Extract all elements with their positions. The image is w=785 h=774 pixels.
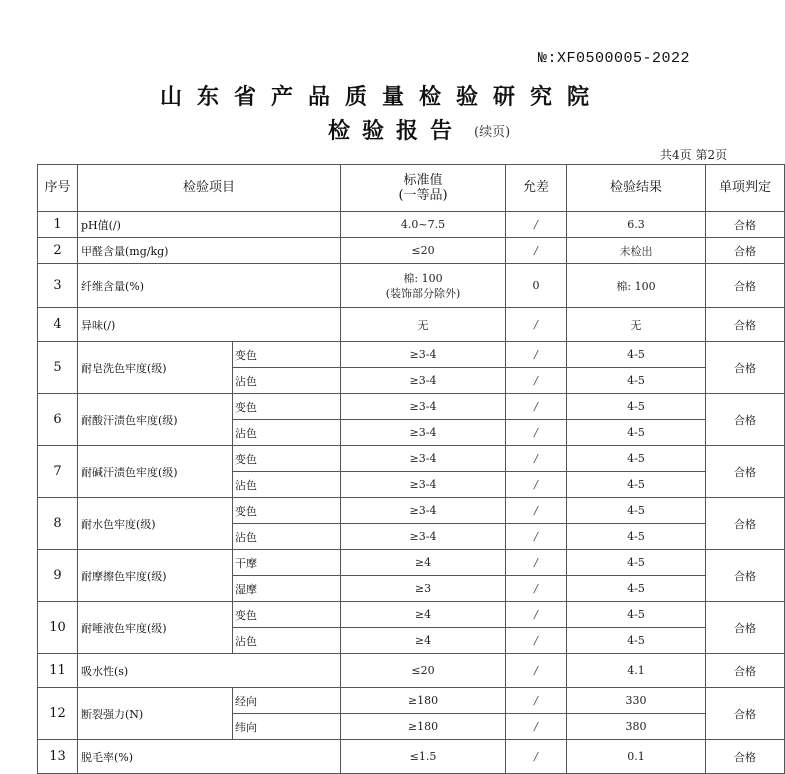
row-seq: 7: [38, 446, 78, 498]
row-sub-label: 沾色: [233, 628, 341, 654]
header-judgement: 单项判定: [706, 165, 785, 212]
row-result: 未检出: [567, 238, 706, 264]
row-tolerance: /: [506, 714, 567, 740]
header-tolerance: 允差: [506, 165, 567, 212]
row-result: 4-5: [567, 524, 706, 550]
row-judgement: 合格: [706, 264, 785, 308]
row-seq: 11: [38, 654, 78, 688]
row-result: 无: [567, 308, 706, 342]
row-seq: 2: [38, 238, 78, 264]
row-item: 甲醛含量(mg/kg): [78, 238, 341, 264]
row-standard-line2: (装饰部分除外): [385, 286, 461, 300]
row-tolerance: /: [506, 308, 567, 342]
row-standard: ≤20: [341, 238, 506, 264]
row-item: 耐碱汗渍色牢度(级): [78, 446, 233, 498]
row-tolerance: /: [506, 628, 567, 654]
row-seq: 6: [38, 394, 78, 446]
row-standard: ≥3-4: [341, 472, 506, 498]
table-row: [38, 688, 785, 714]
row-result: 4-5: [567, 628, 706, 654]
row-standard: ≥3-4: [341, 524, 506, 550]
row-judgement: 合格: [706, 238, 785, 264]
table-row: [38, 212, 785, 238]
row-item: pH值(/): [78, 212, 341, 238]
row-seq: 4: [38, 308, 78, 342]
row-result: 棉: 100: [567, 264, 706, 308]
row-tolerance: 0: [506, 264, 567, 308]
row-result: 4-5: [567, 420, 706, 446]
row-tolerance: /: [506, 394, 567, 420]
row-tolerance: /: [506, 472, 567, 498]
row-judgement: 合格: [706, 446, 785, 498]
row-item: 耐摩擦色牢度(级): [78, 550, 233, 602]
page-info: 共4页 第2页: [660, 148, 728, 162]
row-seq: 1: [38, 212, 78, 238]
row-result: 4-5: [567, 576, 706, 602]
header-seq: 序号: [38, 165, 78, 212]
row-sub-label: 纬向: [233, 714, 341, 740]
row-seq: 3: [38, 264, 78, 308]
row-tolerance: /: [506, 576, 567, 602]
row-tolerance: /: [506, 688, 567, 714]
row-tolerance: /: [506, 368, 567, 394]
table-row: [38, 342, 785, 368]
row-item: 异味(/): [78, 308, 341, 342]
row-sub-label: 沾色: [233, 524, 341, 550]
row-standard: ≤1.5: [341, 740, 506, 774]
row-standard: [341, 264, 506, 308]
row-item: 断裂强力(N): [78, 688, 233, 740]
table-row: [38, 264, 785, 308]
row-judgement: 合格: [706, 550, 785, 602]
table-row: [38, 654, 785, 688]
row-standard: ≤20: [341, 654, 506, 688]
row-standard: ≥3-4: [341, 446, 506, 472]
institute-title: 山东省产品质量检验研究院: [159, 84, 604, 110]
report-subtitle: (续页): [474, 125, 511, 140]
row-standard-line1: 棉: 100: [403, 271, 443, 285]
row-seq: 5: [38, 342, 78, 394]
row-tolerance: /: [506, 602, 567, 628]
row-result: 6.3: [567, 212, 706, 238]
row-standard: ≥4: [341, 628, 506, 654]
inspection-table: [37, 164, 785, 774]
report-title: 检验报告: [328, 118, 465, 144]
row-result: 4-5: [567, 368, 706, 394]
row-item: 耐唾液色牢度(级): [78, 602, 233, 654]
row-sub-label: 沾色: [233, 368, 341, 394]
row-standard: ≥4: [341, 602, 506, 628]
row-sub-label: 变色: [233, 602, 341, 628]
row-judgement: 合格: [706, 308, 785, 342]
row-standard: 无: [341, 308, 506, 342]
row-result: 4-5: [567, 472, 706, 498]
row-sub-label: 沾色: [233, 420, 341, 446]
row-judgement: 合格: [706, 394, 785, 446]
row-sub-label: 经向: [233, 688, 341, 714]
header-standard-line2: (一等品): [398, 188, 448, 203]
row-tolerance: /: [506, 446, 567, 472]
row-standard: ≥180: [341, 688, 506, 714]
row-tolerance: /: [506, 212, 567, 238]
row-result: 4-5: [567, 342, 706, 368]
row-item: 吸水性(s): [78, 654, 341, 688]
row-seq: 10: [38, 602, 78, 654]
row-judgement: 合格: [706, 342, 785, 394]
row-tolerance: /: [506, 654, 567, 688]
row-standard: ≥3-4: [341, 394, 506, 420]
row-result: 4-5: [567, 498, 706, 524]
row-item: 脱毛率(%): [78, 740, 341, 774]
row-sub-label: 变色: [233, 342, 341, 368]
row-judgement: 合格: [706, 498, 785, 550]
row-seq: 12: [38, 688, 78, 740]
row-judgement: 合格: [706, 654, 785, 688]
row-standard: ≥3-4: [341, 498, 506, 524]
table-row: [38, 498, 785, 524]
row-tolerance: /: [506, 524, 567, 550]
row-tolerance: /: [506, 420, 567, 446]
row-sub-label: 变色: [233, 394, 341, 420]
table-row: [38, 602, 785, 628]
header-result: 检验结果: [567, 165, 706, 212]
table-row: [38, 238, 785, 264]
header-item: 检验项目: [78, 165, 341, 212]
row-judgement: 合格: [706, 688, 785, 740]
row-sub-label: 干摩: [233, 550, 341, 576]
row-judgement: 合格: [706, 740, 785, 774]
row-item: 耐水色牢度(级): [78, 498, 233, 550]
row-seq: 9: [38, 550, 78, 602]
row-result: 0.1: [567, 740, 706, 774]
row-sub-label: 变色: [233, 446, 341, 472]
row-sub-label: 沾色: [233, 472, 341, 498]
row-result: 4.1: [567, 654, 706, 688]
row-judgement: 合格: [706, 212, 785, 238]
row-tolerance: /: [506, 238, 567, 264]
row-result: 4-5: [567, 602, 706, 628]
table-row: [38, 308, 785, 342]
table-row: [38, 550, 785, 576]
row-sub-label: 湿摩: [233, 576, 341, 602]
row-standard: ≥3-4: [341, 420, 506, 446]
row-item: 耐酸汗渍色牢度(级): [78, 394, 233, 446]
table-row: [38, 446, 785, 472]
table-header-row: [38, 165, 785, 212]
row-standard: ≥3-4: [341, 368, 506, 394]
row-standard: ≥3: [341, 576, 506, 602]
row-judgement: 合格: [706, 602, 785, 654]
header-standard-line1: 标准值: [403, 173, 443, 188]
row-standard: ≥180: [341, 714, 506, 740]
row-seq: 8: [38, 498, 78, 550]
row-result: 4-5: [567, 446, 706, 472]
row-item: 耐皂洗色牢度(级): [78, 342, 233, 394]
header-standard: [341, 165, 506, 212]
row-seq: 13: [38, 740, 78, 774]
table-row: [38, 394, 785, 420]
row-standard: 4.0~7.5: [341, 212, 506, 238]
row-sub-label: 变色: [233, 498, 341, 524]
row-result: 4-5: [567, 550, 706, 576]
row-tolerance: /: [506, 342, 567, 368]
row-tolerance: /: [506, 740, 567, 774]
report-number: №:XF0500005-2022: [538, 50, 691, 67]
row-result: 380: [567, 714, 706, 740]
row-standard: ≥4: [341, 550, 506, 576]
table-row: [38, 740, 785, 774]
row-standard: ≥3-4: [341, 342, 506, 368]
row-item: 纤维含量(%): [78, 264, 341, 308]
row-result: 330: [567, 688, 706, 714]
row-result: 4-5: [567, 394, 706, 420]
row-tolerance: /: [506, 498, 567, 524]
row-tolerance: /: [506, 550, 567, 576]
